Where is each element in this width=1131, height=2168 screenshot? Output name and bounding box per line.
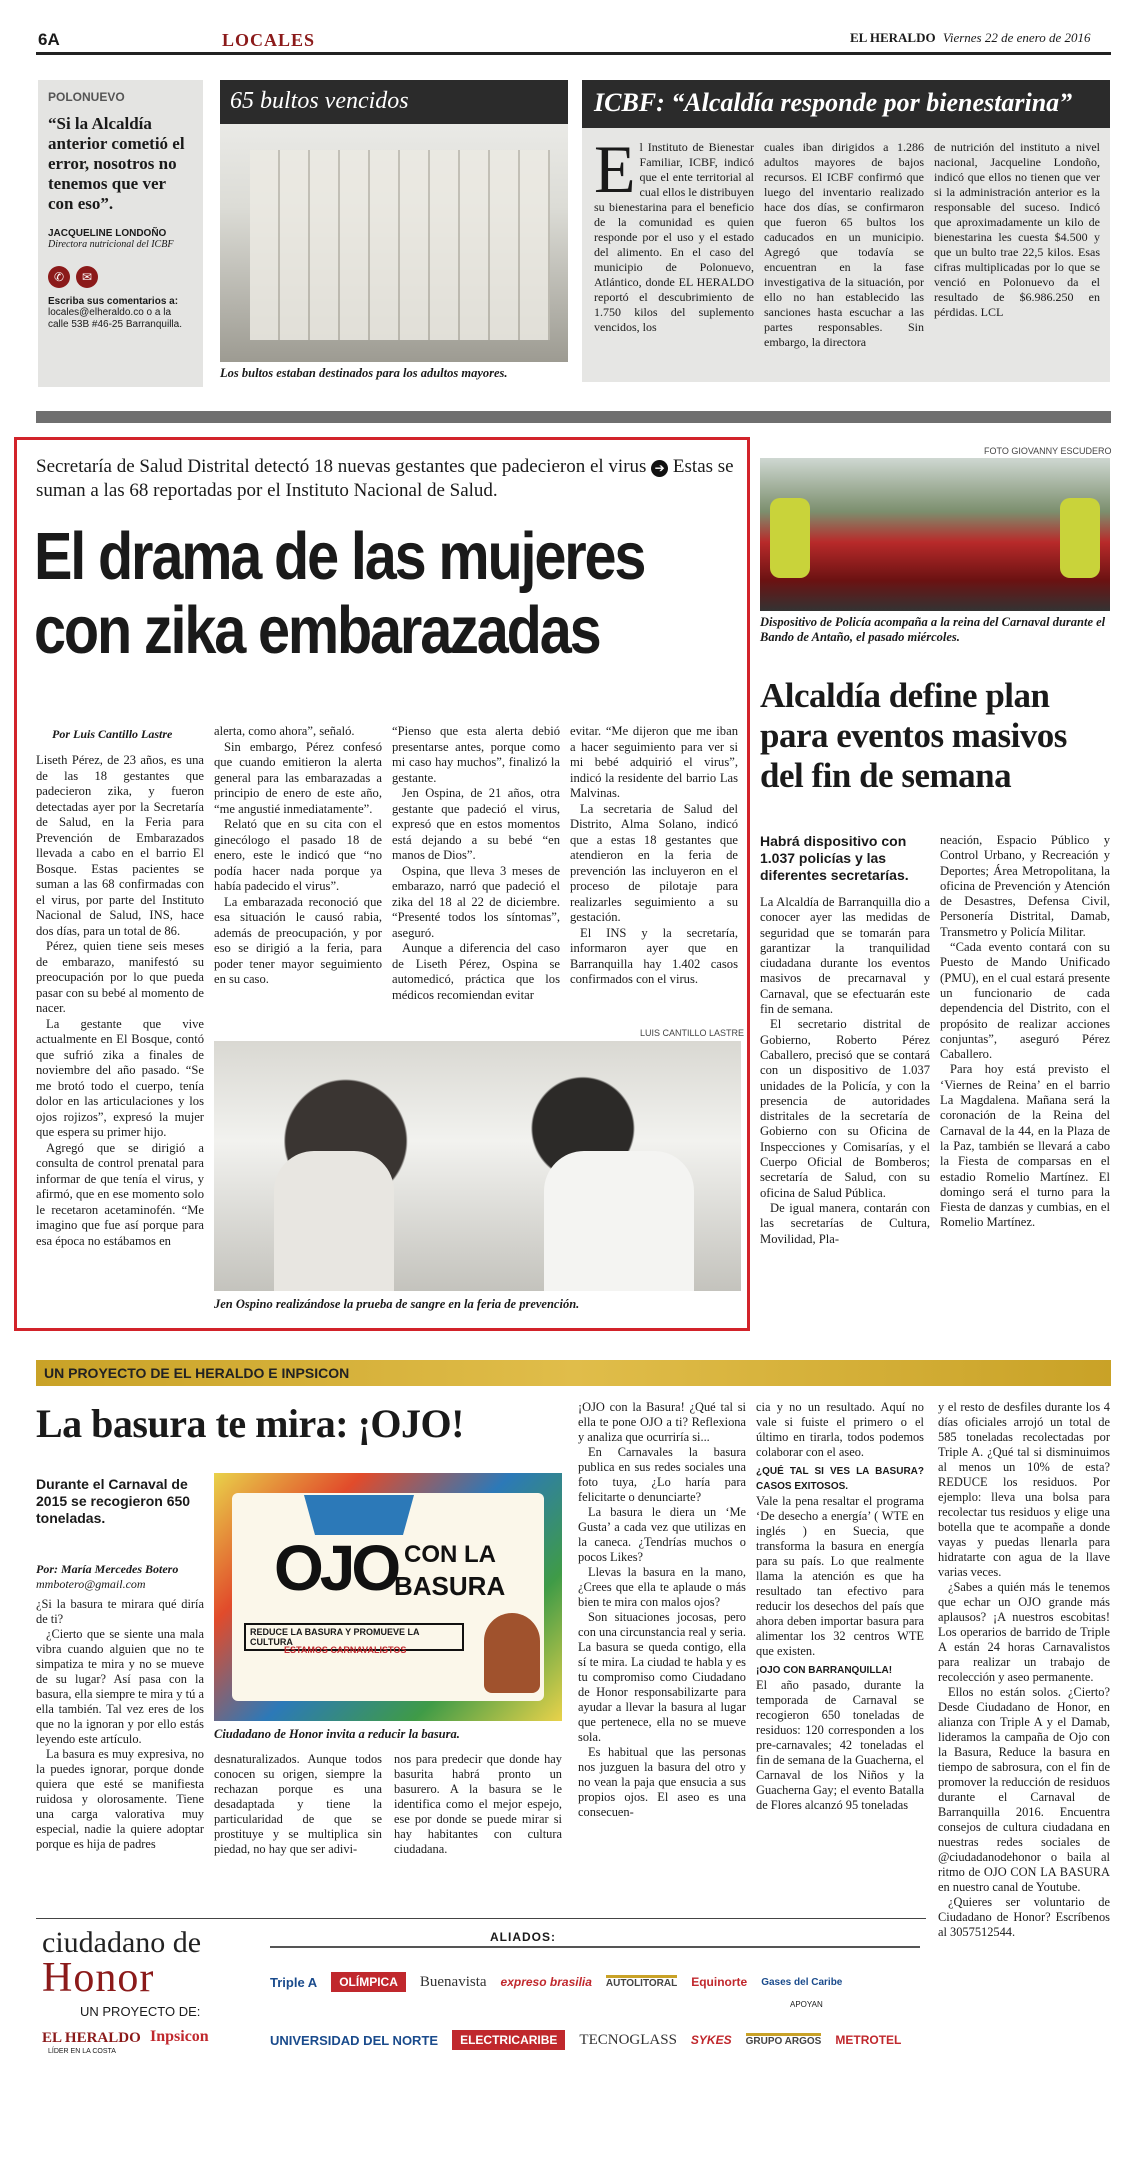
- sponsor-logo: Gases del Caribe: [761, 1976, 843, 1988]
- mascot-figure: [484, 1613, 540, 1693]
- polonuevo-quote: “Si la Alcaldía anterior cometió el error, nosotros no tenemos que ver con eso”.: [48, 114, 185, 213]
- header-rule: [36, 52, 1111, 55]
- alcaldia-col-2-p3: Para hoy está previsto el ‘Viernes de Reina’ en el barrio La Magdalena. Mañana será la coronación de la Reina del Carnaval de la 44, en la Plaza de la Paz, también se llevará a cabo la Fiesta de comparsas en el estadio Romelio Martínez. El domingo será el turno para la Fiesta de danzas y cumbias, en el Romelio Martínez.: [940, 1062, 1110, 1230]
- sponsor-logos-row-2: [270, 2020, 902, 2060]
- basura-byline: Por: María Mercedes Botero: [36, 1562, 179, 1576]
- zika-headline: El drama de las mujeres con zika embarazadas: [34, 519, 645, 668]
- basura-caption: Ciudadano de Honor invita a reducir la basura.: [214, 1727, 460, 1741]
- zika-col-3-p2: Jen Ospina, de 21 años, otra gestante que padeció el virus, expresó que en estos momentos está dejando a su bebé “en manos de Dios”.: [392, 786, 560, 862]
- icbf-col-2: cuales iban dirigidos a 1.286 adultos mayores de bajos recursos. El ICBF confirmó que luego del inventario realizado hace dos días, se confirmaron que fueron 65 bultos los caducados en un municipio. Agregó que todavía se encuentran en la fase investigativa de la situación, por ello no han establecido las sanciones hasta escuchar a las partes responsables. Sin embargo, la directora: [764, 140, 924, 349]
- section-label: LOCALES: [222, 30, 316, 50]
- ojo-logo-tagline-2: ESTAMOS CARNAVALISTOS: [284, 1645, 407, 1655]
- bultos-title: 65 bultos vencidos: [230, 88, 409, 114]
- quote-author: JACQUELINE LONDOÑO: [48, 228, 167, 239]
- basura-col-1-p3: La basura es muy expresiva, no la puedes ignorar, porque donde quiera que esté se manifiesta ruidosa y olorosamente. Tiene una carga valorativa muy especial, nadie la quiere adoptar porque es hija de padres: [36, 1747, 204, 1851]
- section-divider: [36, 411, 1111, 423]
- basura-col-4: [578, 1400, 746, 1820]
- contact-icons: [48, 266, 193, 288]
- basura-deck: Durante el Carnaval de 2015 se recogieron 650 toneladas.: [36, 1476, 191, 1526]
- arrow-icon: ➔: [651, 460, 668, 477]
- basura-subhead-2: ¡OJO CON BARRANQUILLA!: [756, 1665, 893, 1676]
- contact-label: Escriba sus comentarios a:: [48, 296, 179, 307]
- icbf-dropcap: E: [594, 131, 636, 207]
- icbf-col-1: [594, 131, 754, 335]
- masthead-line: [850, 30, 1091, 46]
- alcaldia-col-2-p1: neación, Espacio Público y Control Urbano, y Recreación y Deportes; Área Metropolitana, la oficina de Prevención y Atención de Desastres, Defensa Civil, Personería Distrital, Damab, Transmetro y Policía Militar.: [940, 833, 1110, 939]
- alcaldia-headline: Alcaldía define plan para eventos masivos del fin de semana: [760, 676, 1067, 795]
- sponsor-logo: AUTOLITORAL: [606, 1975, 677, 1989]
- basura-col-1-p2: ¿Cierto que se siente una mala vibra cuando alguien que no te simpatiza te mira y no se mueve de su lugar? Así pasa con la basura, ella siempre te mira y tú a ella también. Tal vez eres de los que no la ignoran y por ello estás leyendo este artículo.: [36, 1627, 204, 1746]
- apoyan-label: APOYAN: [790, 2000, 823, 2009]
- sponsor-logo: TECNOGLASS: [579, 2031, 677, 2048]
- alcaldia-col-2: [940, 833, 1110, 1231]
- sponsor-logo: GRUPO ARGOS: [746, 2033, 822, 2047]
- polonuevo-box: [38, 80, 203, 387]
- issue-date: Viernes 22 de enero de 2016: [942, 30, 1091, 45]
- zika-col-4-p3: El INS y la secretaría, informaron ayer que en Barranquilla hay 1.402 casos confirmados con el virus.: [570, 925, 738, 986]
- zika-photo: [214, 1041, 741, 1291]
- basura-col-5: [756, 1400, 924, 1813]
- icbf-headline: ICBF: “Alcaldía responde por bienestarina”: [594, 88, 1073, 117]
- sponsor-logo: Buenavista: [419, 1973, 487, 1990]
- zika-caption: Jen Ospino realizándose la prueba de sangre en la feria de prevención.: [214, 1297, 580, 1311]
- zika-photo-credit: LUIS CANTILLO LASTRE: [640, 1028, 745, 1038]
- zika-col-2-p2: Sin embargo, Pérez confesó que cuando emitieron la alerta general para las embarazadas a principio de enero de este año, “me angustié inmediatamente”.: [214, 739, 382, 816]
- project-banner: [36, 1360, 1111, 1386]
- basura-col-6-p1: y el resto de desfiles durante los 4 días oficiales arrojó un total de 585 toneladas recolectadas por Triple A. ¿Qué tal si disminuimos al menos un 10% de esta? REDUCE los residuos. Por ejemplo: lleva una bolsa para recolectar tus residuos y elige una botella que te acompañe a donde vayas y puedas llenarla para hidratarte con agua de la llave varias veces.: [938, 1400, 1110, 1579]
- polonuevo-kicker: POLONUEVO: [48, 90, 125, 104]
- sponsor-logo: expreso brasilia: [500, 1975, 592, 1989]
- basura-col-1-p1: ¿Si la basura te mirara qué diría de ti?: [36, 1597, 204, 1626]
- sponsor-logos-row-1: [270, 1962, 843, 2002]
- basura-col-4-p4: Llevas la basura en la mano, ¿Crees que ella te aplaude o más bien te mira con malos ojos?: [578, 1565, 746, 1609]
- basura-col-5-p2: Vale la pena resaltar el programa ‘De desecho a energía’ ( WTE en inglés ) en Suecia, que transforma la basura en energía para su país. Lo que realmente llama la atención es que ha resultado tan efectivo para reducir los desechos del país que ahora deben importar basura para alimentar los 32 centros WTE que existen.: [756, 1494, 924, 1658]
- ojo-logo-line3: BASURA: [394, 1571, 506, 1601]
- bultos-photo-block: [220, 80, 568, 362]
- contact-text: locales@elheraldo.co o a la calle 53B #46-25 Barranquilla.: [48, 307, 182, 330]
- page-number: 6A: [38, 30, 60, 49]
- sacks-illustration: [250, 150, 550, 340]
- icbf-col-1-text: l Instituto de Bienestar Familiar, ICBF, indicó que el ente territorial al cual ellos le distribuyen su bienestarina para el beneficio de la comunidad es quien responde por el uso y el estado del alimento. En el caso del municipio de Polonuevo, Atlántico, donde EL HERALDO reportó el descubrimiento de 1.750 kilos del suplemento vencidos, los: [594, 140, 754, 334]
- alcaldia-deck: Habrá dispositivo con 1.037 policías y las diferentes secretarías.: [760, 833, 909, 883]
- basura-col-4-p3: La basura le diera un ‘Me Gusta’ a cada vez que utilizas en la caneca. ¿Tendrías muchos o pocos Likes?: [578, 1505, 746, 1564]
- ojo-logo-tagline: REDUCE LA BASURA Y PROMUEVE LA CULTURA: [244, 1623, 464, 1651]
- sponsor-logo: ELECTRICARIBE: [452, 2030, 565, 2050]
- ojo-logo-line2: CON LA: [404, 1541, 496, 1568]
- zika-col-3: [392, 724, 560, 1003]
- zika-col-1-p1: Liseth Pérez, de 23 años, es una de las 18 gestantes que padecieron zika, y fueron detectadas ayer por la Secretaría de Salud, en la Feria para Prevención de Embarazados llevada a cabo en el barrio El Bosque. Estas pacientes se suman a las 68 confirmadas con el virus, por parte del Instituto Nacional de Salud, INS, hace dos días, para un total de 86.: [36, 753, 204, 938]
- basura-col-6-p4: ¿Quieres ser voluntario de Ciudadano de Honor? Escríbenos al 3057512544.: [938, 1895, 1110, 1939]
- alcaldia-col-2-p2: “Cada evento contará con su Puesto de Mando Unificado (PMU), en el cual estará presente un funcionario de cada dependencia del Distrito, con el propósito de realizar acciones conjuntas”, aseguró Pérez Caballero.: [940, 940, 1110, 1062]
- basura-col-6-p3: Ellos no están solos. ¿Cierto? Desde Ciudadano de Honor, en alianza con Triple A y el Damab, lideramos la campaña de Ojo con la Basura, Reduce la basura en tiempo de sabrosura, con el fin de promover la reducción de residuos durante el Carnaval de Barranquilla 2016. Encuentra consejos de cultura ciudadana en nuestras redes sociales de @ciudadanodehonor o baila al ritmo de OJO CON LA BASURA en nuestro canal de Youtube.: [938, 1685, 1110, 1894]
- basura-email: mmbotero@gmail.com: [36, 1577, 146, 1591]
- zika-col-2-p4: La embarazada reconoció que esa situación le causó rabia, además de preocupación, y por eso se dirigió a la feria, para poder tener mayor seguimiento en su caso.: [214, 894, 382, 986]
- basura-col-6: [938, 1400, 1110, 1940]
- logo-el-heraldo: EL HERALDO: [42, 2030, 141, 2046]
- parade-photo: [760, 458, 1110, 611]
- alcaldia-photo-credit: FOTO GIOVANNY ESCUDERO: [984, 446, 1112, 456]
- zika-col-2: [214, 724, 382, 988]
- basura-col-4-p6: Es habitual que las personas nos juzguen la basura del otro y no vean la paja que ensucia a sus propios ojos. El aseo es una consecuen-: [578, 1745, 746, 1819]
- basura-col-1: [36, 1597, 204, 1852]
- logo-inpsicon: Inpsicon: [150, 2028, 209, 2045]
- zika-col-4: [570, 724, 738, 988]
- project-by-label: UN PROYECTO DE:: [80, 2004, 201, 2019]
- parade-caption: Dispositivo de Policía acompaña a la reina del Carnaval durante el Bando de Antaño, el pasado miércoles.: [760, 615, 1106, 644]
- quote-role: Directora nutricional del ICBF: [48, 239, 174, 250]
- basura-col-3: nos para predecir que donde hay basurita habrá pronto un basurero. A la basura se le identifica como el mejor espejo, ese por donde se puede mirar si hay habitantes con cultura ciudadana.: [394, 1752, 562, 1856]
- ojo-logo-art: [214, 1473, 562, 1721]
- mail-icon: ✉: [76, 266, 98, 288]
- zika-deck-2: Estas se suman a las 68 reportadas por el Instituto Nacional de Salud.: [36, 456, 734, 501]
- alcaldia-col-1: [760, 895, 930, 1247]
- sponsor-logo: OLÍMPICA: [331, 1972, 406, 1992]
- basura-col-5-p3: El año pasado, durante la temporada de Carnaval se recogieron 650 toneladas de residuos: 120 corresponden a los pre-carnavales; 42 toneladas el fin de semana de la Guacherna, el Carnaval de los Niños y la Guacherna Gay; el evento Batalla de Flores alcanzó 95 toneladas: [756, 1678, 924, 1812]
- zika-col-3-p1: “Pienso que esta alerta debió presentarse antes, porque como mi caso hay muchos”, finalizó la gestante.: [392, 724, 560, 785]
- alcaldia-col-1-p2: El secretario distrital de Gobierno, Roberto Pérez Caballero, precisó que se contará con un dispositivo de 1.037 unidades de la Policía, y con la presencia de autoridades distritales de la secretaría de Gobierno con su Oficina de Inspecciones y Comisarías, y el Cuerpo Oficial de Bomberos; secretaría de Salud, con su oficina de Salud Pública.: [760, 1017, 930, 1200]
- paper-name: EL HERALDO: [850, 30, 936, 45]
- zika-col-3-p3: Ospina, que lleva 3 meses de embarazo, narró que padeció el zika del 18 al 22 de diciembre. “Presenté todos los síntomas”, aseguró.: [392, 863, 560, 940]
- zika-col-4-p2: La secretaria de Salud del Distrito, Alma Solano, indicó que a estas 18 gestantes que atendieron en la feria de prevención las incluyeron en el proceso de pilotaje para realizarles seguimiento a su gestación.: [570, 801, 738, 924]
- zika-deck: [36, 455, 736, 503]
- basura-col-6-p2: ¿Sabes a quién más le tenemos que echar un OJO grande más aplausos? ¡A nuestros escobitas! Los operarios de barrido de Triple A están 24 horas Carnavalistos para realizar un trabajo de recolección y aseo permanente.: [938, 1580, 1110, 1684]
- alcaldia-col-1-p3: De igual manera, contarán con las secretarías de Cultura, Movilidad, Pla-: [760, 1200, 930, 1246]
- brand-ciudadano: ciudadano de: [42, 1926, 202, 1959]
- sponsor-logo: SYKES: [690, 2033, 732, 2047]
- alcaldia-col-1-p1: La Alcaldía de Barranquilla dio a conocer ayer las medidas de seguridad que se tomarán para garantizar la tranquilidad ciudadana durante los eventos masivos de precarnaval y Carnaval, que se efectuarán este fin de semana.: [760, 895, 930, 1017]
- basura-headline: La basura te mira: ¡OJO!: [36, 1401, 464, 1446]
- ojo-logo-word: OJO: [274, 1532, 398, 1604]
- zika-col-1-p2: Pérez, quien tiene seis meses de embarazo, manifestó su preocupación por lo que pueda pasar con su bebé al momento de nacer.: [36, 939, 204, 1015]
- allies-rule: [270, 1946, 920, 1948]
- sponsor-logo: Triple A: [270, 1974, 318, 1990]
- zika-col-1-p4: Agregó que se dirigió a consulta de control prenatal para informar de que tenía el virus, y afirmó, que en ese momento solo le recetaron acetaminofén. “Me imagino que fue así porque para esa época no estábamos en: [36, 1140, 204, 1248]
- basura-subhead-1: ¿QUÉ TAL SI VES LA BASURA? CASOS EXITOSOS.: [756, 1466, 924, 1492]
- icbf-col-3: de nutrición del instituto a nivel nacional, Jacqueline Londoño, indicó que ellos no tienen que ver si la administración anterior es la responsable del suceso. Indicó que aproximadamente un kilo de bienestarina les cuesta $4.500 y que un bulto trae 22,5 kilos. Esas cifras multiplicadas por lo que se venció en Polonuevo da el resultado de $6.986.250 en pérdidas. LCL: [934, 140, 1100, 319]
- sponsor-logo: METROTEL: [835, 2033, 902, 2047]
- zika-col-4-p1: evitar. “Me dijeron que me iban a hacer seguimiento para ver si mi bebé adquirió el virus”, indicó la residente del barrio Las Malvinas.: [570, 724, 738, 800]
- bultos-caption: Los bultos estaban destinados para los adultos mayores.: [220, 366, 508, 380]
- logo-el-heraldo-sub: LÍDER EN LA COSTA: [48, 2048, 116, 2055]
- allies-label: ALIADOS:: [490, 1930, 556, 1944]
- basura-col-4-p1: ¡OJO con la Basura! ¿Qué tal si ella te pone OJO a ti? Reflexiona y analiza que ocurriría si...: [578, 1400, 746, 1444]
- zika-col-2-p1: alerta, como ahora”, señaló.: [214, 724, 355, 738]
- bultos-photo: [220, 80, 568, 362]
- basura-col-4-p5: Son situaciones jocosas, pero con una circunstancia real y seria. La basura se queda contigo, ella sí te mira. La ciudad te habla y es tu compromiso como Ciudadano de Honor responsabilizarte para ayudar a llevar la basura al lugar que pertenece, ella no se mueve sola.: [578, 1610, 746, 1744]
- phone-icon: ✆: [48, 266, 70, 288]
- zika-col-3-p4: Aunque a diferencia del caso de Liseth Pérez, Ospina se automedicó, práctica que los médicos recomiendan evitar: [392, 941, 560, 1002]
- zika-col-1: [36, 753, 204, 1249]
- sponsor-logo: UNIVERSIDAD DEL NORTE: [270, 2032, 439, 2048]
- zika-col-1-p3: La gestante que vive actualmente en El Bosque, contó que sufrió zika a finales de noviembre del año pasado. “Se me brotó todo el cuerpo, tenía dolor en las articulaciones y los ojos rojizos”, expresó la mujer que espera su primer hijo.: [36, 1016, 204, 1139]
- basura-col-4-p2: En Carnavales la basura publica en sus redes sociales una foto tuya, ¿Lo haría para felicitarte o denunciarte?: [578, 1445, 746, 1504]
- brand-honor: Honor: [42, 1955, 155, 2001]
- project-banner-text: UN PROYECTO DE EL HERALDO E INPSICON: [44, 1365, 350, 1381]
- zika-col-2-p3: Relató que en su cita con el ginecólogo el pasado 18 de enero, este le indicó que “no podía hacer nada porque ya había padecido el virus”.: [214, 817, 382, 893]
- zika-byline: Por Luis Cantillo Lastre: [52, 727, 173, 741]
- sponsor-rule: [36, 1918, 926, 1919]
- basura-col-2: desnaturalizados. Aunque todos conocen su origen, siempre la rechazan porque es una desadaptada y tiene la particularidad de que se prostituye y se multiplica sin piedad, no hay que ser adivi-: [214, 1752, 382, 1856]
- sponsor-logo: Equinorte: [691, 1975, 748, 1989]
- zika-deck-1: Secretaría de Salud Distrital detectó 18 nuevas gestantes que padecieron el virus: [36, 456, 647, 477]
- basura-col-5-p1: cia y no un resultado. Aquí no vale si fuiste el primero o el último en tirarla, todos podemos colaborar con el aseo.: [756, 1400, 924, 1459]
